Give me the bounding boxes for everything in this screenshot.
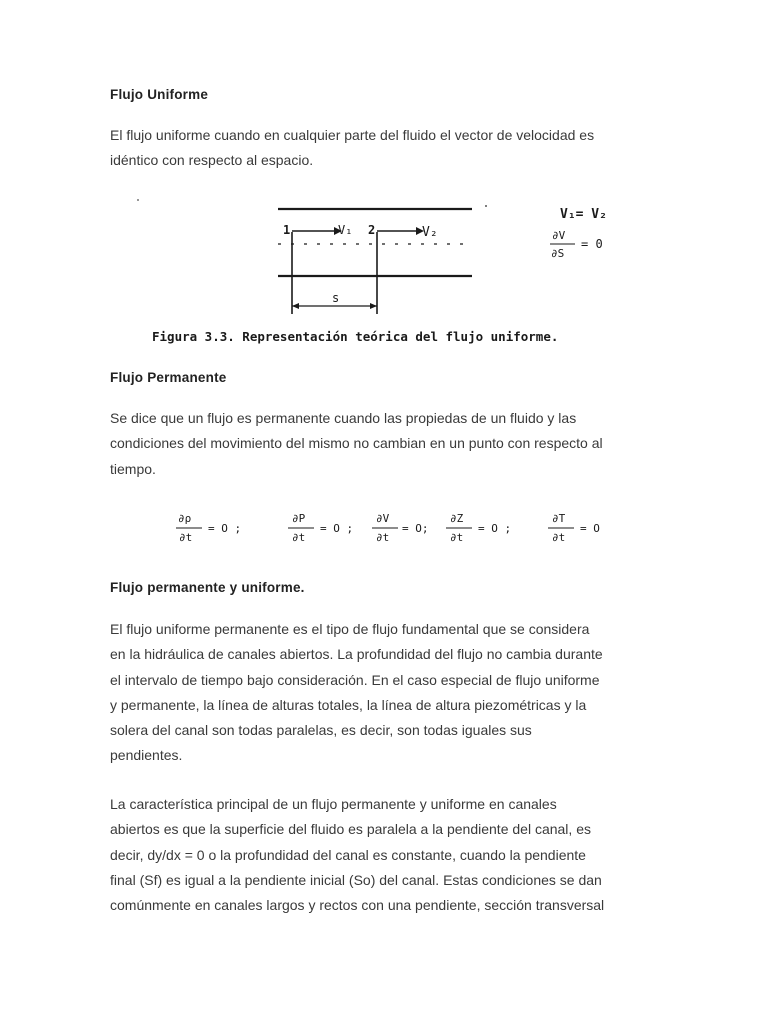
- text-line: El flujo uniforme cuando en cualquier parte del fluido el vector de velocidad es: [110, 127, 595, 143]
- v2-label: V₂: [422, 225, 438, 240]
- eq-num: ∂ρ: [178, 512, 192, 525]
- text-line: en la hidráulica de canales abiertos. La profundidad del flujo no cambia durante: [110, 646, 603, 663]
- eq-rhs: = O ;: [208, 522, 242, 535]
- heading-flujo-permanente: Flujo Permanente: [110, 370, 227, 385]
- equation-term-p: [288, 512, 353, 544]
- equation-v1-v2: V₁= V₂: [560, 207, 607, 222]
- equations-steady-flow: [160, 505, 630, 555]
- text-line: final (Sf) es igual a la pendiente inicial (So) del canal. Estas condiciones se dan: [110, 871, 602, 888]
- text-line: comúnmente en canales largos y rectos con una pendiente, sección transversal: [110, 897, 605, 914]
- eq-den: ∂t: [552, 531, 566, 544]
- eq-den: ∂t: [376, 531, 390, 544]
- text-line: el intervalo de tiempo bajo consideración. En el caso especial de flujo uniforme: [110, 671, 600, 688]
- text-line: idéntico con respecto al espacio.: [110, 152, 314, 169]
- paragraph-permanente-uniforme-1: [110, 617, 670, 769]
- equation-term-z: [446, 512, 511, 544]
- v1-label: V₁: [338, 223, 353, 237]
- dimension-s-arrow-right: [370, 303, 377, 309]
- text-line: decir, dy/dx = 0 o la profundidad del canal es constante, cuando la pendiente: [110, 846, 586, 863]
- equation-term-t: [548, 512, 600, 544]
- eq-rhs: = O ;: [320, 522, 354, 535]
- eq-den: ∂t: [450, 531, 464, 544]
- dimension-s-arrow-left: [292, 303, 299, 309]
- equation-dv: ∂V: [552, 229, 566, 242]
- eq-rhs: = O;: [402, 522, 429, 535]
- paragraph-permanente-uniforme-2: [110, 792, 670, 918]
- point-2-label: 2: [368, 223, 376, 237]
- text-line: solera del canal son todas paralelas, es decir, son todas iguales sus: [110, 722, 532, 739]
- eq-den: ∂t: [292, 531, 306, 544]
- figure-caption: Figura 3.3. Representación teórica del flujo uniforme.: [152, 329, 559, 344]
- eq-den: ∂t: [179, 531, 193, 544]
- s-label: s: [332, 291, 340, 305]
- paragraph-flujo-uniforme: [110, 123, 670, 174]
- eq-num: ∂P: [292, 512, 306, 525]
- heading-flujo-permanente-uniforme: Flujo permanente y uniforme.: [110, 580, 305, 595]
- text-line: condiciones del movimiento del mismo no cambian en un punto con respecto al: [110, 435, 603, 452]
- eq-rhs: = O: [580, 522, 600, 535]
- text-line: pendientes.: [110, 747, 183, 764]
- equation-term-v: [372, 512, 429, 544]
- figure-uniform-flow: [120, 188, 640, 350]
- paragraph-flujo-permanente: [110, 406, 670, 482]
- point-1-label: 1: [283, 223, 291, 237]
- eq-rhs: = O ;: [478, 522, 512, 535]
- text-line: tiempo.: [110, 460, 156, 477]
- eq-num: ∂T: [552, 512, 566, 525]
- eq-num: ∂V: [376, 512, 390, 525]
- eq-num: ∂Z: [450, 512, 464, 525]
- text-line: Se dice que un flujo es permanente cuando las propiedas de un fluido y las: [110, 410, 577, 426]
- equation-term-rho: [176, 512, 241, 544]
- text-line: La característica principal de un flujo permanente y uniforme en canales: [110, 796, 557, 812]
- heading-flujo-uniforme: Flujo Uniforme: [110, 87, 209, 102]
- equation-rhs: = 0: [581, 237, 603, 251]
- text-line: El flujo uniforme permanente es el tipo de flujo fundamental que se considera: [110, 621, 590, 637]
- equation-ds: ∂S: [551, 247, 565, 260]
- text-line: abiertos es que la superficie del fluido es paralela a la pendiente del canal, es: [110, 821, 591, 838]
- text-line: y permanente, la línea de alturas totales, la línea de altura piezométricas y la: [110, 696, 587, 713]
